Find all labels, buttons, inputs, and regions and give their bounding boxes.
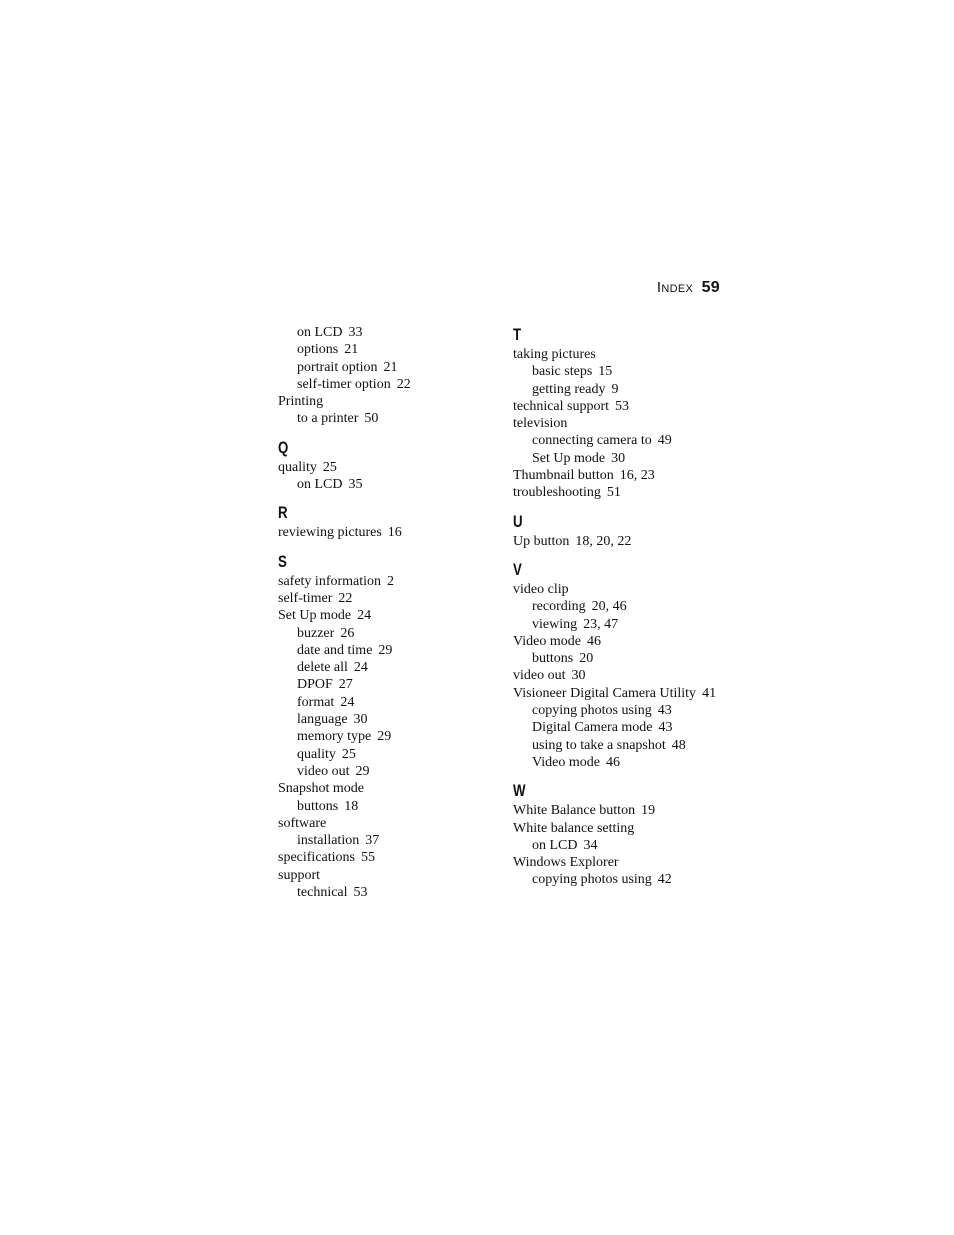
index-term: video clip (513, 581, 569, 597)
index-letter-heading: S (278, 551, 287, 571)
index-term: memory type (297, 729, 372, 745)
index-group-v (513, 559, 733, 771)
index-term: date and time (297, 642, 373, 658)
index-entry (278, 607, 508, 624)
index-page-ref: 33 (348, 325, 363, 340)
index-subentry (513, 432, 733, 449)
index-entry (513, 685, 733, 702)
index-subentry (513, 871, 733, 888)
index-subentry (513, 381, 733, 398)
index-subentry (513, 719, 733, 736)
index-subentry (278, 359, 508, 376)
index-page-ref: 48 (671, 737, 686, 753)
index-term: getting ready (532, 381, 606, 397)
index-page-ref: 53 (615, 398, 630, 414)
index-term: Snapshot mode (278, 781, 364, 797)
index-term: buttons (297, 798, 339, 814)
index-group-t (513, 324, 733, 502)
index-entry (513, 802, 733, 819)
index-page-ref: 37 (365, 833, 380, 849)
index-entry (278, 590, 508, 607)
index-page-ref: 16, 23 (619, 468, 655, 484)
index-term: portrait option (297, 359, 378, 375)
index-subentry (278, 728, 508, 745)
index-subentry (278, 642, 508, 659)
index-term: White balance setting (513, 820, 635, 836)
index-column-left (278, 324, 508, 901)
index-subentry (278, 884, 508, 901)
index-group-continued (278, 324, 508, 428)
index-term: White Balance button (513, 803, 636, 819)
index-term: taking pictures (513, 347, 596, 362)
index-term: troubleshooting (513, 485, 601, 501)
index-page-ref: 30 (353, 712, 368, 728)
index-page-ref: 22 (338, 590, 353, 606)
index-term: format (297, 694, 335, 710)
index-subentry (278, 798, 508, 815)
index-entry (513, 467, 733, 484)
index-term: viewing (532, 616, 578, 632)
index-term: Digital Camera mode (532, 720, 653, 736)
index-column-right (513, 324, 733, 889)
index-term: delete all (297, 660, 348, 676)
index-entry (278, 459, 508, 476)
index-subentry (513, 598, 733, 615)
index-term: on LCD (297, 325, 343, 340)
index-subentry (278, 341, 508, 358)
index-page-ref: 29 (378, 642, 393, 658)
index-term: Set Up mode (532, 450, 606, 466)
index-page-ref: 51 (606, 485, 621, 501)
index-entry (513, 820, 733, 837)
index-page-ref: 2 (387, 573, 395, 589)
index-term: options (297, 342, 339, 358)
index-term: software (278, 815, 327, 831)
index-page-ref: 21 (344, 342, 359, 358)
index-subentry (278, 476, 508, 493)
index-page-ref: 24 (340, 694, 355, 710)
running-head-section: Index (656, 279, 694, 296)
index-term: technical (297, 885, 348, 901)
index-page-ref: 18 (344, 798, 359, 814)
index-term: connecting camera to (532, 433, 652, 449)
index-page-ref: 43 (657, 703, 672, 719)
index-term: self-timer option (297, 376, 391, 392)
index-entry (513, 854, 733, 871)
index-page-ref: 9 (611, 381, 619, 397)
index-term: television (513, 416, 568, 432)
index-page-ref: 46 (605, 754, 620, 770)
index-page-ref: 42 (657, 872, 672, 888)
index-page-ref: 23, 47 (583, 616, 619, 632)
index-term: support (278, 867, 320, 883)
index-term: quality (278, 459, 317, 475)
index-page-ref: 25 (341, 746, 356, 762)
index-page-ref: 29 (377, 729, 392, 745)
index-letter-heading: R (278, 503, 288, 523)
index-page-ref: 53 (353, 885, 368, 901)
index-subentry (513, 650, 733, 667)
index-letter-heading: T (513, 325, 522, 344)
index-letter-heading: Q (278, 437, 289, 457)
index-entry (278, 815, 508, 832)
index-page-ref: 41 (702, 685, 717, 701)
index-term: DPOF (297, 677, 333, 693)
index-subentry (513, 737, 733, 754)
index-term: to a printer (297, 411, 359, 427)
index-term: Windows Explorer (513, 855, 619, 871)
index-term: Up button (513, 533, 570, 549)
index-subentry (513, 616, 733, 633)
index-page-ref: 15 (598, 364, 613, 380)
index-entry (513, 667, 733, 684)
index-page-ref: 16 (387, 525, 402, 541)
index-page-ref: 20, 46 (591, 599, 627, 615)
index-entry (278, 393, 508, 410)
index-term: on LCD (297, 477, 343, 493)
index-entry (513, 633, 733, 650)
index-entry (513, 533, 733, 550)
index-term: self-timer (278, 590, 333, 606)
index-entry (278, 849, 508, 866)
index-subentry (278, 746, 508, 763)
index-page-ref: 27 (338, 677, 353, 693)
index-entry (513, 398, 733, 415)
index-term: using to take a snapshot (532, 737, 666, 753)
index-term: video out (513, 668, 566, 684)
index-group-s (278, 551, 508, 902)
index-term: recording (532, 599, 586, 615)
index-page-ref: 55 (360, 850, 375, 866)
index-group-r (278, 502, 508, 541)
index-page-ref: 21 (383, 359, 398, 375)
index-page-ref: 46 (586, 633, 601, 649)
index-group-w (513, 780, 733, 888)
index-term: copying photos using (532, 703, 652, 719)
index-term: specifications (278, 850, 355, 866)
index-page-ref: 24 (353, 660, 368, 676)
index-entry (513, 346, 733, 363)
index-page-ref: 34 (583, 837, 598, 853)
index-term: Thumbnail button (513, 468, 614, 484)
index-entry (278, 573, 508, 590)
index-term: quality (297, 746, 336, 762)
index-subentry (513, 837, 733, 854)
index-subentry (513, 754, 733, 771)
index-entry (513, 581, 733, 598)
index-term: installation (297, 833, 360, 849)
running-head (657, 279, 720, 297)
index-subentry (278, 625, 508, 642)
index-group-q (278, 437, 508, 494)
index-page-ref: 43 (658, 720, 673, 736)
index-entry (513, 484, 733, 501)
index-subentry (278, 376, 508, 393)
index-page-ref: 35 (348, 477, 363, 493)
index-page-ref: 24 (357, 608, 372, 624)
index-letter-heading: V (513, 559, 522, 579)
index-entry (278, 524, 508, 541)
index-subentry (278, 763, 508, 780)
index-term: buttons (532, 651, 574, 667)
index-letter-heading: U (513, 511, 523, 531)
index-page-ref: 50 (364, 411, 379, 427)
index-term: Video mode (513, 633, 581, 649)
page-number: 59 (701, 279, 720, 296)
index-term: video out (297, 763, 350, 779)
index-term: technical support (513, 398, 610, 414)
index-page-ref: 18, 20, 22 (575, 533, 632, 549)
index-term: basic steps (532, 364, 593, 380)
index-subentry (278, 832, 508, 849)
index-term: reviewing pictures (278, 525, 382, 541)
index-term: Visioneer Digital Camera Utility (513, 685, 697, 701)
index-entry (513, 415, 733, 432)
index-subentry (513, 702, 733, 719)
index-term: Set Up mode (278, 608, 352, 624)
index-entry (278, 867, 508, 884)
index-page-ref: 30 (611, 450, 626, 466)
index-term: copying photos using (532, 872, 652, 888)
index-page-ref: 30 (571, 668, 586, 684)
index-term: Video mode (532, 754, 600, 770)
index-term: safety information (278, 573, 382, 589)
index-term: Printing (278, 394, 324, 410)
index-subentry (278, 711, 508, 728)
index-entry (278, 780, 508, 797)
index-subentry (278, 410, 508, 427)
index-term: buzzer (297, 625, 335, 641)
index-page-ref: 29 (355, 763, 370, 779)
index-page-ref: 49 (657, 433, 672, 449)
index-page-ref: 20 (579, 651, 594, 667)
index-subentry (278, 659, 508, 676)
index-letter-heading: W (513, 781, 526, 801)
index-subentry (278, 676, 508, 693)
index-subentry (513, 363, 733, 380)
index-subentry (513, 450, 733, 467)
index-page-ref: 22 (396, 376, 411, 392)
index-group-u (513, 511, 733, 550)
index-term: on LCD (532, 837, 578, 853)
index-subentry (278, 324, 508, 341)
index-page-ref: 26 (340, 625, 355, 641)
index-page-ref: 25 (322, 459, 337, 475)
index-page-ref: 19 (641, 803, 656, 819)
index-term: language (297, 712, 348, 728)
index-subentry (278, 694, 508, 711)
